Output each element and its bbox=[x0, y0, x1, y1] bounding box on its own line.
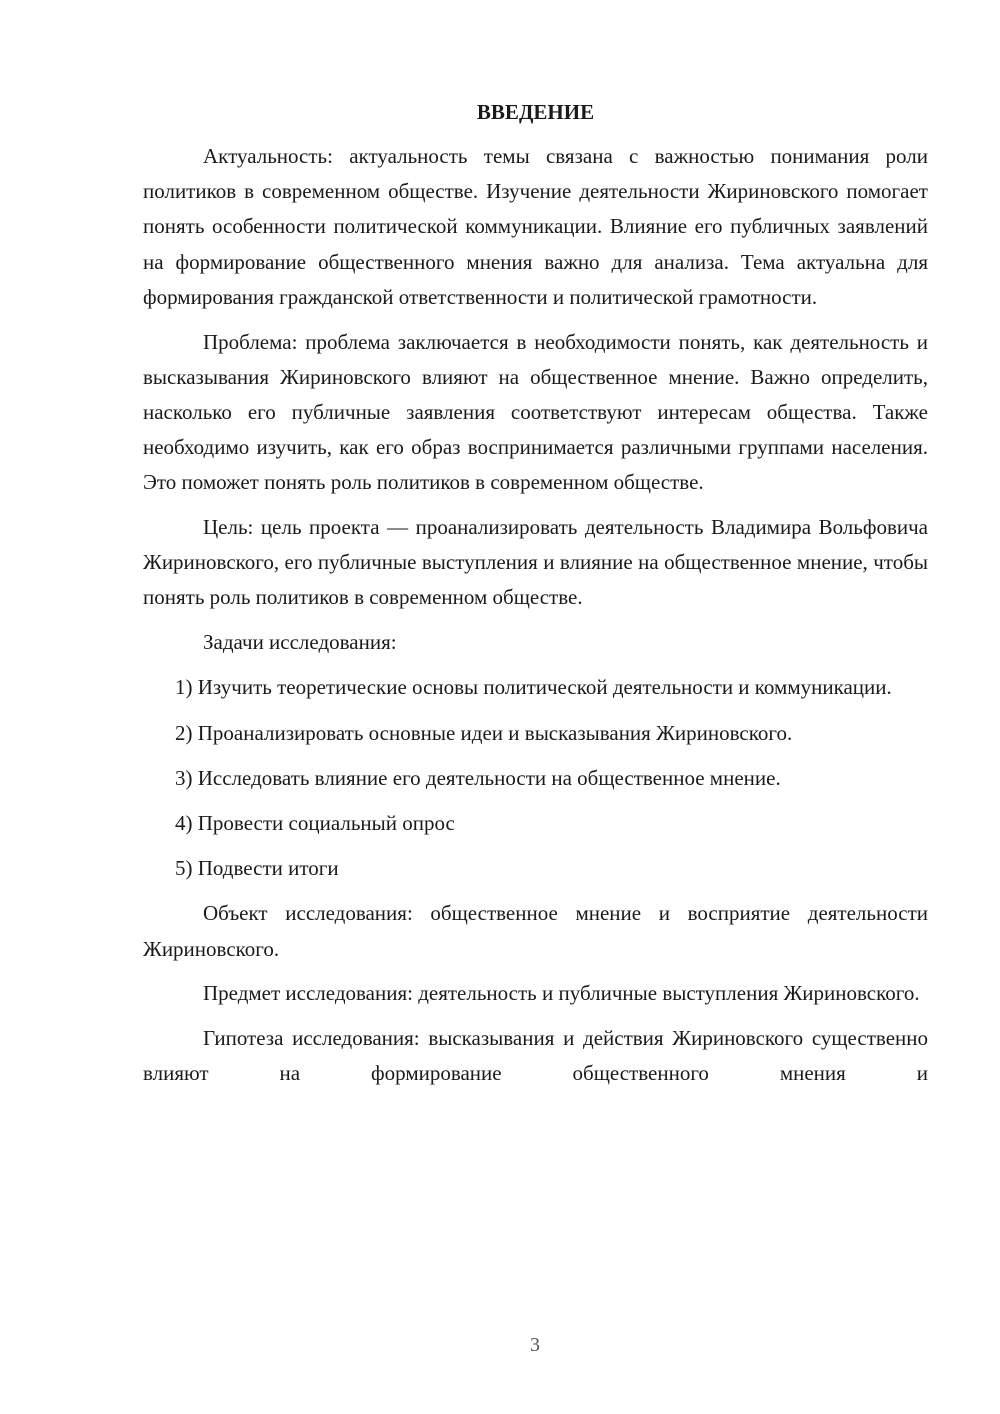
task-item-4: 4) Провести социальный опрос bbox=[175, 810, 455, 835]
section-title: ВВЕДЕНИЕ bbox=[476, 100, 595, 124]
tasks-heading: Задачи исследования: bbox=[203, 630, 397, 655]
relevance-paragraph: Актуальность: актуальность темы связана с важностью понимания роли политиков в современном обществе. Изучение деятельности Жириновского помогает понять особенности политической коммуникации. Влияние его публичных заявлений на формирование общественного мнения важно для анализа. Тема актуальна для формирования гражданской ответственности и политической грамотности. bbox=[143, 144, 928, 309]
subject-paragraph: Предмет исследования: деятельность и публичные выступления Жириновского. bbox=[203, 981, 920, 1006]
task-item-5: 5) Подвести итоги bbox=[175, 856, 339, 881]
object-paragraph: Объект исследования: общественное мнение и восприятие деятельности Жириновского. bbox=[143, 901, 928, 961]
hypothesis-paragraph: Гипотеза исследования: высказывания и действия Жириновского существенно влияют на формирование общественного мнения и bbox=[143, 1025, 928, 1086]
task-item-3: 3) Исследовать влияние его деятельности на общественное мнение. bbox=[175, 765, 781, 790]
task-item-2: 2) Проанализировать основные идеи и высказывания Жириновского. bbox=[175, 720, 793, 745]
page-body bbox=[143, 95, 928, 1101]
problem-paragraph: Проблема: проблема заключается в необходимости понять, как деятельность и высказывания Жириновского влияют на общественное мнение. Важно определить, насколько его публичные заявления соответствуют интересам общества. Также необходимо изучить, как его образ воспринимается различными группами населения. Это поможет понять роль политиков в современном обществе. bbox=[143, 329, 928, 495]
task-item-1: 1) Изучить теоретические основы политической деятельности и коммуникации. bbox=[175, 675, 892, 700]
goal-paragraph: Цель: цель проекта — проанализировать деятельность Владимира Вольфовича Жириновского, его публичные выступления и влияние на общественное мнение, чтобы понять роль политиков в современном обществе. bbox=[143, 515, 928, 610]
page-number: 3 bbox=[530, 1334, 540, 1356]
